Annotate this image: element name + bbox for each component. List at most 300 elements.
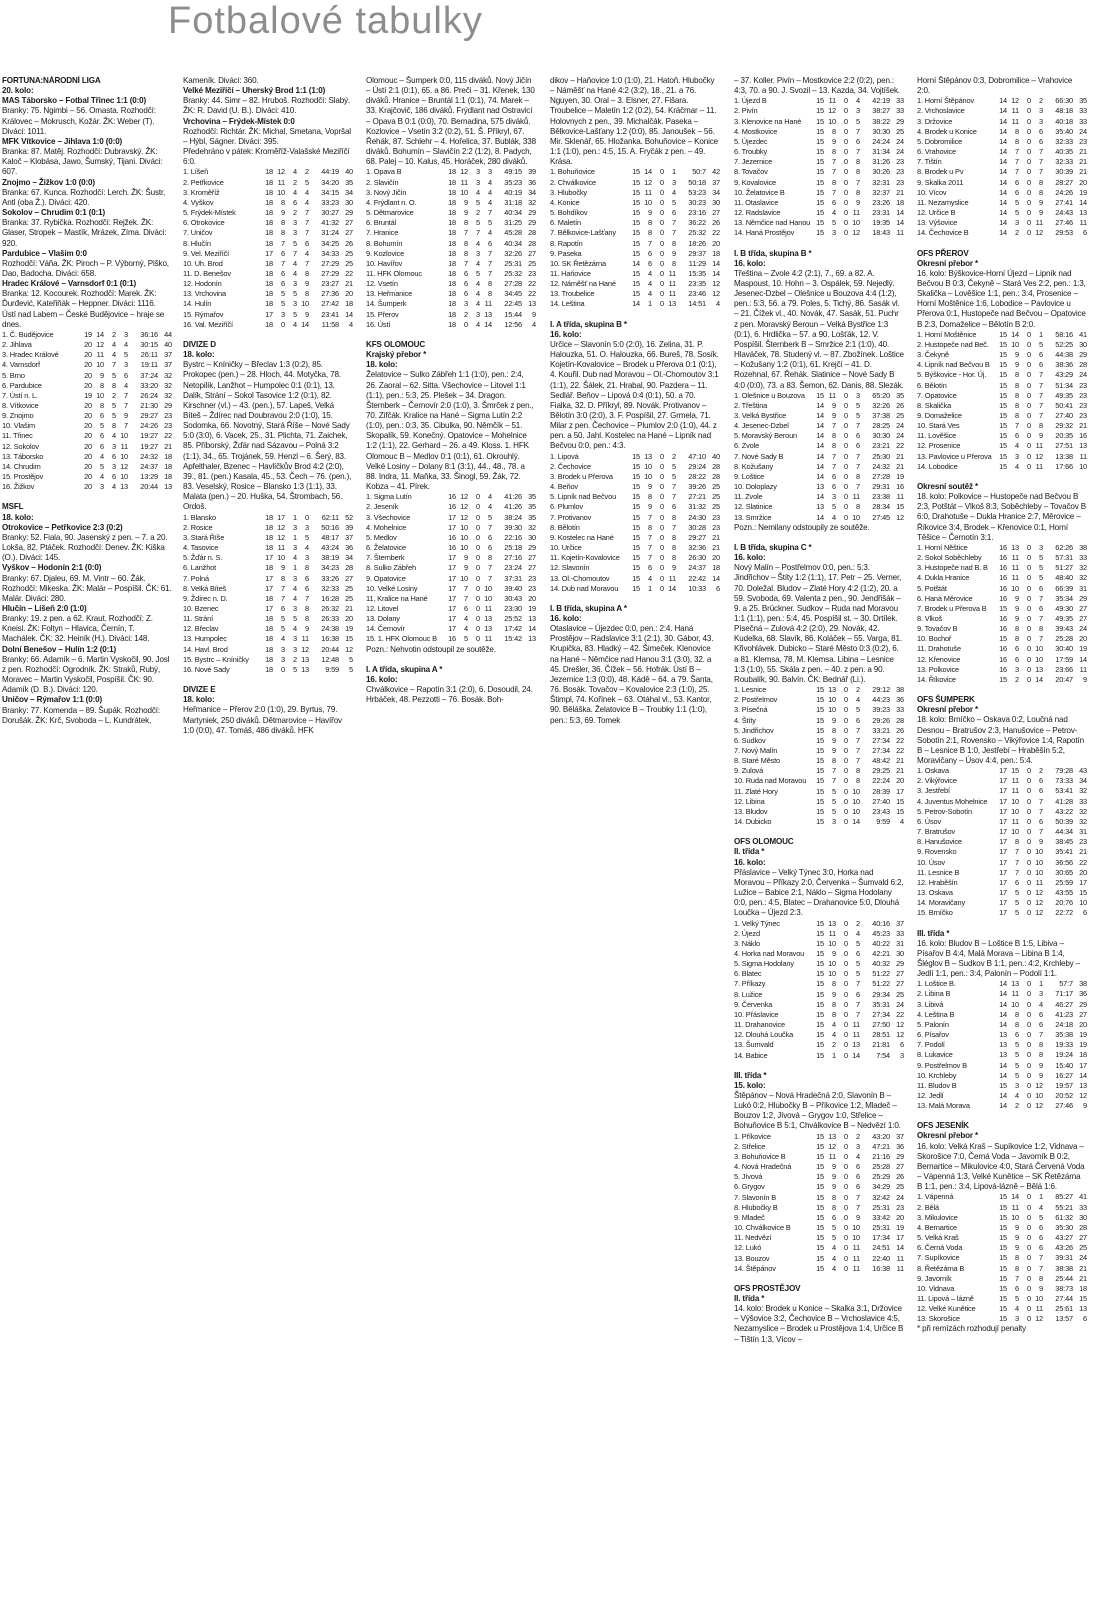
table-cell: 2 xyxy=(464,309,468,319)
table-row xyxy=(366,523,536,533)
table-cell: 27 xyxy=(896,979,904,989)
table-row xyxy=(734,167,904,177)
table-cell: 4 xyxy=(293,258,297,268)
table-cell: 9 xyxy=(832,400,836,410)
table-cell: 0 xyxy=(1027,766,1031,776)
table-cell: 0 xyxy=(1027,776,1031,786)
section-heading: Hlučín – Líšeň 2:0 (1:0) xyxy=(2,603,87,613)
table-cell: 0 xyxy=(844,400,848,410)
team-name: 11. Zlaté Hory xyxy=(734,786,778,796)
table-cell: 17 xyxy=(1079,1060,1087,1070)
table-cell: 11 xyxy=(120,441,128,451)
table-cell: 34 xyxy=(345,187,353,197)
table-cell: 11 xyxy=(1011,106,1019,116)
table-cell: 12 xyxy=(644,177,652,187)
table-cell: 34:25 xyxy=(321,238,339,248)
table-cell: 5 xyxy=(1015,1070,1019,1080)
table-cell: 8 xyxy=(832,999,836,1009)
section-heading: OFS PROSTĚJOV xyxy=(734,1283,801,1293)
table-cell: 5 xyxy=(672,471,676,481)
page-title: Fotbalové tabulky xyxy=(168,0,483,42)
table-cell: 1 xyxy=(293,563,297,573)
table-cell: 32:26 xyxy=(872,400,890,410)
team-name: 3. Písečná xyxy=(734,705,768,715)
table-cell: 14 xyxy=(896,1243,904,1253)
table-cell: 10 xyxy=(96,390,104,400)
table-cell: 10 xyxy=(852,218,860,228)
team-name: 13. Výšovice xyxy=(917,218,958,228)
table-cell: 25:28 xyxy=(872,1162,890,1172)
table-cell: 40:19 xyxy=(504,187,522,197)
table-cell: 7 xyxy=(856,735,860,745)
table-cell: 15 xyxy=(816,979,824,989)
table-cell: 5 xyxy=(856,969,860,979)
table-cell: 28 xyxy=(528,238,536,248)
table-cell: 7 xyxy=(1039,147,1043,157)
table-cell: 24 xyxy=(1079,370,1087,380)
table-row xyxy=(734,147,904,157)
table-cell: 0 xyxy=(1027,624,1031,634)
table-cell: 17 xyxy=(265,583,273,593)
table-row xyxy=(734,117,904,127)
table-cell: 33 xyxy=(896,928,904,938)
table-cell: 11 xyxy=(644,187,652,197)
table-cell: 25:44 xyxy=(1055,1273,1073,1283)
table-cell: 11 xyxy=(1011,116,1019,126)
table-cell: 23 xyxy=(1079,837,1087,847)
table-cell: 20 xyxy=(896,776,904,786)
match-report: Pozn.: Nehvotin odstoupil ze soutěže. xyxy=(366,644,496,654)
table-cell: 7 xyxy=(488,573,492,583)
match-report: dikov – Haňovice 1:0 (1:0), 21. Hatoň. Hlubočky – Náměšť na Hané 4:2 (3:2), 18., 21. a 76. Nguyen, 30. Oral – 3. Elsner, 27. Fišara. Troubelice – Maletín 1:2 (0:2), 54. Kráčmar – 11. Holovnych z pen., 39. Michalčák. Paseka – Bělkovice-Lašťany 1:2 (0:0), 85. Janoušek – 56. Mir. Sklenář, 65. Hložanka. Bohuňovice – Konice 1:1 (1:0), pen.: 4:5, 15. A. Fryčák z pen. – 49. Krása. xyxy=(550,76,718,167)
team-name: 1. Horní Moštěnice xyxy=(917,329,977,339)
table-cell: 15 xyxy=(632,512,640,522)
table-cell: 15 xyxy=(999,390,1007,400)
table-cell: 19 xyxy=(1079,644,1087,654)
table-cell: 8 xyxy=(1015,390,1019,400)
table-cell: 12 xyxy=(1035,1101,1043,1111)
table-cell: 16:38 xyxy=(872,1263,890,1273)
table-cell: 0 xyxy=(476,492,480,502)
table-cell: 5 xyxy=(349,654,353,664)
table-cell: 11 xyxy=(828,96,836,106)
table-cell: 8 xyxy=(1039,1040,1043,1050)
table-cell: 10 xyxy=(1035,857,1043,867)
table-cell: 11 xyxy=(484,634,492,644)
table-cell: 6 xyxy=(1039,776,1043,786)
table-cell: 15 xyxy=(816,1050,824,1060)
spacer xyxy=(917,239,1087,249)
table-cell: 18 xyxy=(265,167,273,177)
table-cell: 0 xyxy=(660,268,664,278)
table-cell: 21 xyxy=(1079,847,1087,857)
table-cell: 5 xyxy=(293,309,297,319)
table-cell: 18 xyxy=(265,238,273,248)
table-cell: 3 xyxy=(476,167,480,177)
table-cell: 21 xyxy=(896,461,904,471)
team-name: 11. Lipová – lázně xyxy=(917,1293,974,1303)
section-heading: 16. kolo: xyxy=(550,329,582,339)
table-cell: 25:30 xyxy=(872,451,890,461)
table-row xyxy=(550,279,720,289)
table-row xyxy=(917,411,1087,421)
table-cell: 5 xyxy=(281,614,285,624)
table-cell: 37 xyxy=(164,350,172,360)
table-row xyxy=(734,482,904,492)
table-cell: 8 xyxy=(1039,624,1043,634)
table-cell: 18:26 xyxy=(688,238,706,248)
table-cell: 0 xyxy=(844,938,848,948)
table-cell: 23 xyxy=(164,421,172,431)
table-cell: 8 xyxy=(488,289,492,299)
table-cell: 6 xyxy=(1015,654,1019,664)
team-name: 6. Blatec xyxy=(734,969,762,979)
spacer xyxy=(734,1274,904,1284)
table-cell: 26 xyxy=(712,218,720,228)
table-cell: 0 xyxy=(1027,187,1031,197)
table-cell: 9 xyxy=(832,948,836,958)
table-row xyxy=(734,1254,904,1264)
table-cell: 15 xyxy=(632,482,640,492)
team-name: 16. Žižkov xyxy=(2,482,35,492)
column-3 xyxy=(366,76,536,1608)
table-cell: 9 xyxy=(648,502,652,512)
table-cell: 22 xyxy=(164,431,172,441)
team-name: 11. Lesnice B xyxy=(917,867,960,877)
table-cell: 11 xyxy=(1035,461,1043,471)
table-cell: 34:33 xyxy=(321,248,339,258)
table-cell: 11 xyxy=(852,1243,860,1253)
table-cell: 35:23 xyxy=(504,177,522,187)
table-cell: 18 xyxy=(265,543,273,553)
table-cell: 41:32 xyxy=(321,218,339,228)
table-cell: 32:37 xyxy=(872,187,890,197)
table-cell: 33:42 xyxy=(872,1212,890,1222)
table-cell: 20 xyxy=(84,472,92,482)
table-cell: 12 xyxy=(1035,1314,1043,1324)
table-cell: 21:16 xyxy=(872,1151,890,1161)
table-cell: 4 xyxy=(648,573,652,583)
team-name: 8. Brodek u Pv xyxy=(917,167,964,177)
table-cell: 11 xyxy=(1079,664,1087,674)
table-cell: 9 xyxy=(464,553,468,563)
team-name: 10. Bzenec xyxy=(183,603,219,613)
team-name: 11. Otaslavice xyxy=(734,197,779,207)
table-cell: 9 xyxy=(305,279,309,289)
team-name: 10. Havířov xyxy=(366,258,403,268)
team-name: 12. Jedlí xyxy=(917,1091,944,1100)
table-cell: 13 xyxy=(1035,664,1043,674)
table-row xyxy=(917,644,1087,654)
table-cell: 66:30 xyxy=(1055,96,1073,106)
table-cell: 5 xyxy=(349,664,353,674)
table-row xyxy=(550,249,720,259)
table-cell: 0 xyxy=(1027,147,1031,157)
table-cell: 5 xyxy=(488,512,492,522)
table-cell: 4 xyxy=(488,177,492,187)
table-cell: 15 xyxy=(816,918,824,928)
table-cell: 26 xyxy=(345,238,353,248)
table-cell: 4 xyxy=(305,543,309,553)
table-cell: 7 xyxy=(648,532,652,542)
table-cell: 10 xyxy=(852,806,860,816)
table-cell: 13 xyxy=(828,918,836,928)
table-cell: 8 xyxy=(648,492,652,502)
table-cell: 15 xyxy=(999,451,1007,461)
table-cell: 7 xyxy=(832,766,836,776)
table-cell: 15 xyxy=(632,279,640,289)
table-cell: 13 xyxy=(816,482,824,492)
table-cell: 17 xyxy=(999,867,1007,877)
table-cell: 5 xyxy=(1015,208,1019,218)
table-cell: 31:25 xyxy=(504,218,522,228)
table-cell: 11 xyxy=(1079,218,1087,228)
table-cell: 8 xyxy=(1015,1263,1019,1273)
table-cell: 27:34 xyxy=(872,735,890,745)
table-row xyxy=(917,96,1087,106)
table-cell: 0 xyxy=(844,817,848,827)
team-name: 2. Hustopeče nad Beč. xyxy=(917,339,989,349)
table-cell: 15 xyxy=(816,1263,824,1273)
table-cell: 0 xyxy=(660,451,664,461)
table-cell: 29 xyxy=(528,543,536,553)
table-cell: 15 xyxy=(816,1253,824,1263)
table-row xyxy=(550,198,720,208)
table-cell: 43:27 xyxy=(1055,1233,1073,1243)
table-cell: 0 xyxy=(1027,847,1031,857)
table-cell: 21:81 xyxy=(872,1040,890,1050)
table-cell: 5 xyxy=(1015,1040,1019,1050)
table-cell: 9 xyxy=(1015,613,1019,623)
table-cell: 8 xyxy=(1039,187,1043,197)
table-cell: 32:33 xyxy=(321,583,339,593)
table-cell: 3 xyxy=(293,218,297,228)
table-cell: 3 xyxy=(293,279,297,289)
table-cell: 0 xyxy=(1027,451,1031,461)
table-cell: 15 xyxy=(816,1192,824,1202)
table-cell: 4 xyxy=(856,1151,860,1161)
table-row xyxy=(917,1101,1087,1111)
table-cell: 7 xyxy=(832,157,836,167)
team-name: 2. Libina B xyxy=(917,989,951,999)
table-cell: 8 xyxy=(1015,1253,1019,1263)
table-cell: 24:18 xyxy=(1055,1019,1073,1029)
table-cell: 6 xyxy=(832,482,836,492)
table-cell: 25 xyxy=(345,593,353,603)
table-cell: 15 xyxy=(999,1263,1007,1273)
table-cell: 4 xyxy=(293,187,297,197)
table-cell: 4 xyxy=(112,350,116,360)
table-cell: 9 xyxy=(1039,1060,1043,1070)
table-cell: 13 xyxy=(1079,1080,1087,1090)
table-cell: 4 xyxy=(464,614,468,624)
match-report: Kameník. Diváci: 360. xyxy=(183,76,259,85)
team-name: 13. Vrchovina xyxy=(183,289,226,299)
table-cell: 23 xyxy=(896,177,904,187)
table-cell: 18 xyxy=(265,664,273,674)
team-name: 3. Hustopeče nad B. B xyxy=(917,563,988,573)
table-cell: 13 xyxy=(120,482,128,492)
table-cell: 9 xyxy=(832,746,836,755)
table-cell: 0 xyxy=(1027,1273,1031,1283)
table-cell: 18 xyxy=(265,614,273,624)
section-heading: I. A třída, skupina A * xyxy=(366,664,443,674)
match-report: Předehráno v pátek: Kroměříž-Valašské Meziříčí 6:0. xyxy=(183,147,350,167)
table-cell: 8 xyxy=(100,401,104,410)
section-heading: MAS Táborsko – Fotbal Třinec 1:1 (0:0) xyxy=(2,96,147,106)
table-cell: 20 xyxy=(84,370,92,380)
table-cell: 23 xyxy=(712,512,720,522)
team-name: 6. Pardubice xyxy=(2,380,42,390)
table-cell: 8 xyxy=(832,979,836,989)
table-cell: 0 xyxy=(1027,1080,1031,1090)
table-cell: 17 xyxy=(999,908,1007,918)
table-cell: 15 xyxy=(816,948,824,958)
table-cell: 7 xyxy=(1039,613,1043,623)
table-cell: 3 xyxy=(900,1050,904,1060)
table-row xyxy=(366,178,536,188)
team-name: 12. Litovel xyxy=(366,603,399,613)
table-row xyxy=(734,198,904,208)
table-row xyxy=(734,919,904,929)
table-cell: 9 xyxy=(100,370,104,380)
team-name: 8. Vlkoš xyxy=(917,613,943,623)
table-cell: 23 xyxy=(528,573,536,583)
table-cell: 34:23 xyxy=(321,563,339,573)
section-heading: Okresní přebor * xyxy=(917,1131,979,1141)
table-cell: 0 xyxy=(844,471,848,481)
table-cell: 0 xyxy=(1027,989,1031,999)
table-cell: 25:59 xyxy=(1055,877,1073,887)
table-cell: 7 xyxy=(464,258,468,268)
section-heading: MFK Vítkovice – Jihlava 1:0 (0:0) xyxy=(2,136,123,146)
table-cell: 8 xyxy=(1015,1019,1019,1029)
match-report: Branky: 19. z pen. a 62. Kraut. Rozhodčí: Z. Kneisl. ŽK: Foltyn – Hlavica, Černín, T. Machálek. ČK: 32. Heiník (H.). Diváci: 148. xyxy=(2,614,153,644)
team-name: 3. Jestřebí xyxy=(917,786,950,796)
team-name: 8. Hlučín xyxy=(183,238,211,248)
table-cell: 32 xyxy=(1079,573,1087,583)
team-name: 3. Hradec Králové xyxy=(2,350,59,360)
table-cell: 15 xyxy=(1011,766,1019,776)
table-cell: 23:21 xyxy=(872,441,890,451)
table-cell: 16 xyxy=(999,573,1007,583)
table-cell: 33 xyxy=(1079,1202,1087,1212)
team-name: 1. Sigma Lutín xyxy=(366,492,412,502)
table-cell: 17 xyxy=(999,837,1007,847)
table-cell: 10 xyxy=(1079,461,1087,471)
table-cell: 20 xyxy=(1079,177,1087,187)
table-cell: 12 xyxy=(1035,908,1043,918)
table-cell: 7 xyxy=(1039,1030,1043,1040)
table-row xyxy=(366,614,536,624)
table-cell: 14 xyxy=(999,208,1007,218)
team-name: 7. Příkazy xyxy=(734,979,766,989)
table-row xyxy=(734,716,904,726)
table-cell: 0 xyxy=(660,583,664,593)
table-cell: 17:66 xyxy=(1055,461,1073,471)
table-cell: 15 xyxy=(632,461,640,471)
table-cell: 36 xyxy=(896,1141,904,1151)
table-cell: 23 xyxy=(1079,411,1087,420)
table-row xyxy=(917,1192,1087,1202)
table-cell: 0 xyxy=(1027,390,1031,400)
table-cell: 17 xyxy=(999,816,1007,826)
table-cell: 2 xyxy=(856,1131,860,1141)
table-cell: 38:73 xyxy=(1055,1283,1073,1293)
table-cell: 0 xyxy=(1027,796,1031,806)
table-cell: 14 xyxy=(816,411,824,420)
table-row xyxy=(734,756,904,766)
table-cell: 5 xyxy=(476,197,480,207)
table-row xyxy=(734,96,904,106)
table-cell: 6 xyxy=(305,583,309,593)
table-cell: 14 xyxy=(852,1050,860,1060)
section-heading: Hradec Králové – Varnsdorf 0:1 (0:1) xyxy=(2,279,137,289)
table-row xyxy=(2,411,172,421)
table-cell: 20 xyxy=(1079,634,1087,644)
match-report: 18. kolo: Brníčko – Oskava 0:2, Loučná nad Desnou – Bratrušov 2:3, Hanušovice – Petrov-Sobotín 2:1, Rovensko – Vikýřovice 1:4, Rapotín B – Lesnice B 1:0, Jestřebí – Hraběšín 5:2, Moravičany – Úsov 4:4, pen.: 5:4. xyxy=(917,715,1084,765)
table-cell: 17 xyxy=(896,1233,904,1243)
match-report: Branky: 77. Komenda – 89. Šupák. Rozhodčí: Dorušák. ŽK: Krč, Svoboda – L. Kundrátek, xyxy=(2,705,160,725)
team-name: 16. Nové Sady xyxy=(183,664,230,674)
table-row xyxy=(917,340,1087,350)
table-cell: 16:28 xyxy=(321,593,339,603)
table-cell: 0 xyxy=(844,1009,848,1019)
table-cell: 6 xyxy=(1039,603,1043,613)
table-cell: 10 xyxy=(644,197,652,207)
table-cell: 0 xyxy=(844,1212,848,1222)
table-cell: 32:33 xyxy=(1055,136,1073,146)
table-cell: 0 xyxy=(1027,674,1031,684)
table-cell: 15 xyxy=(816,1151,824,1161)
table-row xyxy=(2,381,172,391)
table-cell: 12 xyxy=(896,1020,904,1030)
team-name: 6. Želatovice xyxy=(366,543,406,553)
table-row xyxy=(917,462,1087,472)
table-cell: 29:27 xyxy=(140,411,158,421)
table-cell: 10 xyxy=(484,593,492,603)
table-cell: 20 xyxy=(896,1212,904,1222)
table-cell: 9 xyxy=(464,197,468,207)
table-row xyxy=(550,584,720,594)
team-name: 10. Určice xyxy=(550,543,582,553)
table-cell: 3 xyxy=(1015,1080,1019,1090)
table-cell: 7 xyxy=(281,583,285,593)
table-cell: 39 xyxy=(528,167,536,177)
team-name: 10. Želatovice B xyxy=(734,187,785,197)
table-row xyxy=(550,574,720,584)
table-cell: 17 xyxy=(999,766,1007,776)
team-name: 10. SK Řetězárna xyxy=(550,258,606,268)
table-cell: 0 xyxy=(1027,999,1031,1009)
table-cell: 10 xyxy=(852,512,860,522)
table-cell: 6 xyxy=(1039,350,1043,360)
table-cell: 40:16 xyxy=(872,918,890,928)
table-cell: 7 xyxy=(1039,400,1043,410)
team-name: 13. Smržice xyxy=(734,512,772,522)
table-cell: 7 xyxy=(856,126,860,136)
table-cell: 3 xyxy=(1015,451,1019,461)
team-name: 2. Vrchoslavice xyxy=(917,106,965,116)
table-cell: 48:40 xyxy=(1055,573,1073,583)
table-cell: 3 xyxy=(832,817,836,827)
section-heading: Uničov – Rýmařov 1:1 (0:0) xyxy=(2,695,103,705)
team-name: 8. Vítkovice xyxy=(2,401,39,410)
table-row xyxy=(366,310,536,320)
table-cell: 6 xyxy=(672,208,676,218)
table-cell: 23:26 xyxy=(872,197,890,207)
table-cell: 37:38 xyxy=(872,411,890,420)
